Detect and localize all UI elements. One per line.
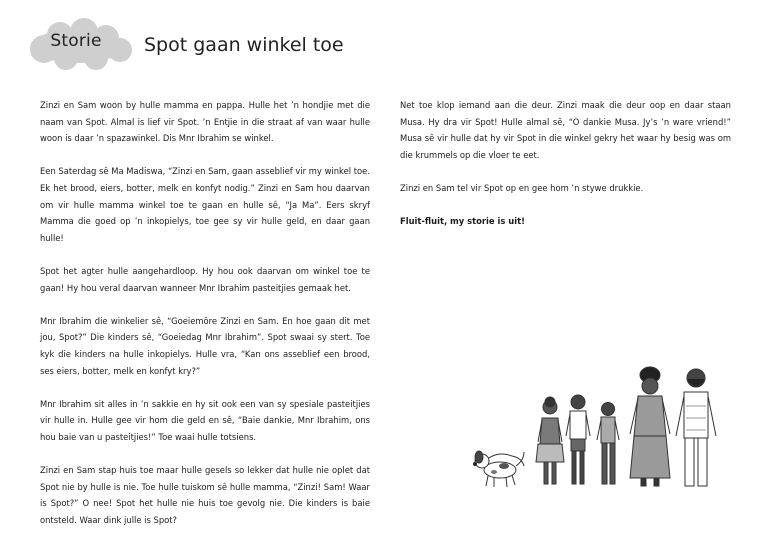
badge-label: Storie bbox=[50, 31, 102, 51]
story-paragraph: Net toe klop iemand aan die deur. Zinzi maak die deur oop en daar staan Musa. Hy dra vir Spot! Hulle almal sê, “O dankie Musa. Jy’s ’n ware vriend!” Musa sê vir hulle dat hy vir Spot in die winkel gekry het waar hy besig was om die krummels op die vloer te eet. bbox=[400, 100, 731, 160]
section-badge bbox=[26, 18, 136, 70]
story-paragraph: Spot het agter hulle aangehardloop. Hy hou ook daarvan om winkel toe te gaan! Hy hou veral daarvan wanneer Mnr Ibrahim pasteitjies gemaak het. bbox=[40, 265, 370, 293]
story-paragraph: Zinzi en Sam tel vir Spot op en gee hom ’n stywe drukkie. bbox=[400, 182, 644, 193]
child-boy bbox=[566, 395, 590, 484]
family-illustration bbox=[470, 366, 730, 496]
story-paragraph: Mnr Ibrahim die winkelier sê, “Goeiemôre Zinzi en Sam. En hoe gaan dit met jou, Spot?” Die kinders sê, “Goeiedag Mnr Ibrahim”. Spot swaai sy stert. Toe kyk die kinders na hulle inkopielys. Hulle vra, “Kan ons asseblief een brood, ses eiers, botter, melk en konfyt kry?” bbox=[40, 315, 370, 376]
story-paragraph: Zinzi en Sam woon by hulle mamma en pappa. Hulle het ’n hondjie met die naam van Spot. Almal is lief vir Spot. ’n Entjie in die straat af van waar hulle woon is daar ’n spazawinkel. Dis Mnr Ibrahim se winkel. bbox=[40, 100, 370, 144]
story-closing: Fluit-fluit, my storie is uit! bbox=[400, 216, 525, 227]
father bbox=[676, 369, 716, 486]
dog-icon bbox=[473, 451, 524, 487]
story-paragraph: Mnr Ibrahim sit alles in ’n sakkie en hy sit ook een van sy spesiale pasteitjies vir hulle in. Hulle gee vir hom die geld en sê, “Baie dankie, Mnr Ibrahim, ons hou baie van u pasteitjies!” Toe waai hulle totsiens. bbox=[40, 398, 370, 442]
story-paragraph: Zinzi en Sam stap huis toe maar hulle gesels so lekker dat hulle nie oplet dat Spot nie by hulle is nie. Toe hulle tuiskom sê hulle mamma, “Zinzi! Sam! Waar is Spot?” O nee! Spot het hulle nie huis toe gevolg nie. Die kinders is baie ontsteld. Waar dink julle is Spot? bbox=[40, 465, 370, 525]
story-paragraph: Een Saterdag sê Ma Madiswa, “Zinzi en Sam, gaan asseblief vir my winkel toe. Ek het brood, eiers, botter, melk en konfyt nodig.” Zinzi en Sam hou daarvan om vir hulle mamma winkel toe te gaan en hulle sê, “Ja Ma”. Eers skryf Mamma die goed op ’n inkopielys, toe gee sy vir hulle geld, en daar gaan hulle! bbox=[40, 166, 370, 243]
child-small bbox=[597, 403, 619, 485]
mother bbox=[630, 367, 670, 486]
story-column-right bbox=[400, 97, 731, 246]
page-title: Spot gaan winkel toe bbox=[144, 34, 344, 56]
child-girl bbox=[536, 397, 564, 484]
story-column-left bbox=[40, 97, 370, 545]
